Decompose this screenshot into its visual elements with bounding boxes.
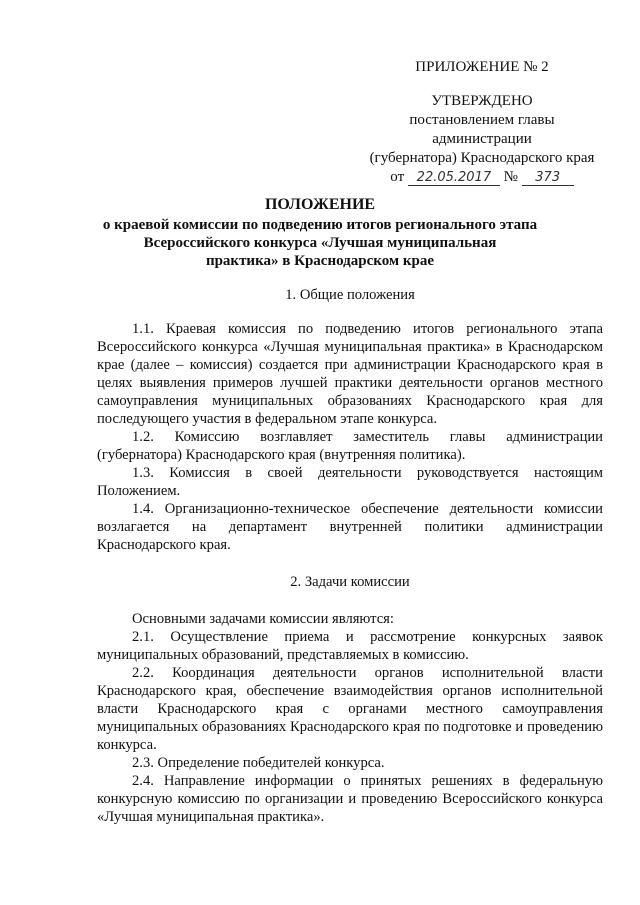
section-2-heading: 2. Задачи комиссии	[290, 574, 410, 590]
title-line-1: о краевой комиссии по подведению итогов регионального этапа	[102, 217, 538, 233]
paragraph-2-3: 2.3. Определение победителей конкурса.	[132, 755, 385, 771]
paragraph-2-intro: Основными задачами комиссии являются:	[132, 611, 394, 627]
date-prefix: от	[390, 169, 405, 185]
paragraph-1-1: 1.1. Краевая комиссия по подведению итогов регионального этапа Всероссийского конкурса «Лучшая муниципальная практика» в Краснодарском крае (далее – комиссия) создается при администрации Краснодарского края в целях выявления примеров лучшей практики деятельности органов местного самоуправления муниципальных образованиях Краснодарского края для последующего участия в федеральном этапе конкурса.	[97, 321, 603, 427]
document-body	[97, 286, 603, 826]
handwritten-date: 22.05.2017	[408, 170, 500, 186]
approval-line-2: (губернатора) Краснодарского края	[369, 150, 595, 166]
title-line-2: Всероссийского конкурса «Лучшая муниципальная	[143, 235, 497, 251]
appendix-label: ПРИЛОЖЕНИЕ № 2	[415, 59, 549, 75]
document-title	[90, 196, 550, 270]
paragraph-1-4: 1.4. Организационно-техническое обеспечение деятельности комиссии возлагается на департамент внутренней политики администрации Краснодарского края.	[97, 501, 603, 553]
approved-stamp: УТВЕРЖДЕНО	[431, 93, 533, 109]
paragraph-2-1: 2.1. Осуществление приема и рассмотрение конкурсных заявок муниципальных образований, представляемых в комиссию.	[97, 629, 603, 663]
number-prefix: №	[503, 169, 518, 185]
approval-date-line	[362, 168, 602, 187]
approval-block	[362, 58, 602, 187]
paragraph-2-2: 2.2. Координация деятельности органов исполнительной власти Краснодарского края, обеспечение взаимодействия органов исполнительной власти Краснодарского края с органами местного самоуправления муниципальных образованиях Краснодарского края по подготовке и проведению конкурса.	[97, 665, 603, 753]
approval-line-1: постановлением главы администрации	[409, 112, 555, 147]
handwritten-number: 373	[522, 170, 574, 186]
section-1-heading: 1. Общие положения	[285, 287, 415, 303]
paragraph-2-4: 2.4. Направление информации о принятых решениях в федеральную конкурсную комиссию по организации и проведению Всероссийского конкурса «Лучшая муниципальная практика».	[97, 773, 603, 825]
title-main: ПОЛОЖЕНИЕ	[264, 196, 376, 213]
title-line-3: практика» в Краснодарском крае	[205, 253, 435, 269]
paragraph-1-3: 1.3. Комиссия в своей деятельности руководствуется настоящим Положением.	[97, 465, 603, 499]
paragraph-1-2: 1.2. Комиссию возглавляет заместитель главы администрации (губернатора) Краснодарского края (внутренняя политика).	[97, 429, 603, 463]
